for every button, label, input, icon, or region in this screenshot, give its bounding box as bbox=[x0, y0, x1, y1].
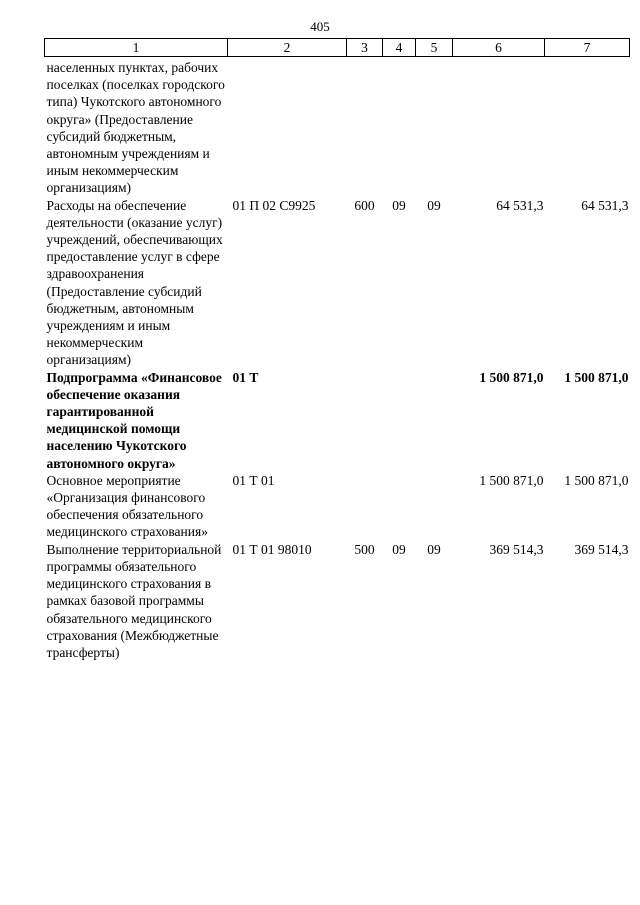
row-amount-2-cell: 1 500 871,0 bbox=[564, 369, 629, 385]
row-amount-2-cell: 64 531,3 bbox=[581, 197, 629, 213]
row-amount-1-cell: 64 531,3 bbox=[496, 197, 544, 213]
table-row bbox=[45, 197, 630, 369]
row-subsection-cell bbox=[416, 472, 453, 541]
row-name-cell: Расходы на обеспечение деятельности (оказание услуг) учреждений, обеспечивающих предоставление услуг в сфере здравоохранения (Предоставление субсидий бюджетным, автономным учреждениям и иным некоммерческим организациям) bbox=[46, 197, 223, 368]
budget-table bbox=[44, 38, 630, 661]
row-section-cell: 09 bbox=[392, 197, 406, 213]
row-subsection-cell bbox=[416, 369, 453, 472]
table-row bbox=[45, 57, 630, 197]
table-row bbox=[45, 369, 630, 472]
row-amount-2-cell: 1 500 871,0 bbox=[564, 472, 629, 488]
row-amount-2-cell bbox=[545, 57, 630, 197]
row-section-cell bbox=[383, 472, 416, 541]
row-name-cell: Подпрограмма «Финансовое обеспечение оказания гарантированной медицинской помощи населению Чукотского автономного округа» bbox=[46, 369, 222, 471]
row-code-cell: 01 Т bbox=[232, 369, 259, 385]
row-subsection-cell: 09 bbox=[427, 541, 441, 557]
row-subsection-cell bbox=[416, 57, 453, 197]
row-code-cell: 01 П 02 С9925 bbox=[232, 197, 316, 213]
row-subsection-cell: 09 bbox=[427, 197, 441, 213]
row-amount-2-cell: 369 514,3 bbox=[574, 541, 629, 557]
table-header-row bbox=[45, 39, 630, 57]
row-section-cell bbox=[383, 57, 416, 197]
row-amount-1-cell: 1 500 871,0 bbox=[479, 472, 544, 488]
row-section-cell: 09 bbox=[392, 541, 406, 557]
row-expense-type-cell bbox=[347, 57, 383, 197]
column-header: 2 bbox=[228, 39, 347, 57]
row-expense-type-cell: 600 bbox=[354, 197, 375, 213]
row-amount-1-cell: 1 500 871,0 bbox=[479, 369, 544, 385]
row-expense-type-cell: 500 bbox=[354, 541, 375, 557]
row-name-cell: населенных пунктах, рабочих поселках (поселках городского типа) Чукотского автономного округа» (Предоставление субсидий бюджетным, автономным учреждениям и иным некоммерческим организациям) bbox=[46, 60, 225, 196]
column-header: 5 bbox=[416, 39, 453, 57]
row-amount-1-cell: 369 514,3 bbox=[489, 541, 544, 557]
row-code-cell bbox=[228, 57, 347, 197]
row-section-cell bbox=[383, 369, 416, 472]
row-name-cell: Основное мероприятие «Организация финансового обеспечения обязательного медицинского страхования» bbox=[46, 472, 208, 540]
page-number: 405 bbox=[310, 19, 330, 34]
column-header: 3 bbox=[347, 39, 383, 57]
row-code-cell: 01 Т 01 98010 bbox=[232, 541, 312, 557]
row-code-cell: 01 Т 01 bbox=[232, 472, 275, 488]
row-name-cell: Выполнение территориальной программы обязательного медицинского страхования в рамках базовой программы обязательного медицинского страхования (Межбюджетные трансферты) bbox=[46, 541, 222, 660]
column-header: 6 bbox=[453, 39, 545, 57]
row-expense-type-cell bbox=[347, 369, 383, 472]
row-amount-1-cell bbox=[453, 57, 545, 197]
row-expense-type-cell bbox=[347, 472, 383, 541]
table-row bbox=[45, 472, 630, 541]
table-row bbox=[45, 541, 630, 661]
column-header: 7 bbox=[545, 39, 630, 57]
column-header: 1 bbox=[45, 39, 228, 57]
column-header: 4 bbox=[383, 39, 416, 57]
